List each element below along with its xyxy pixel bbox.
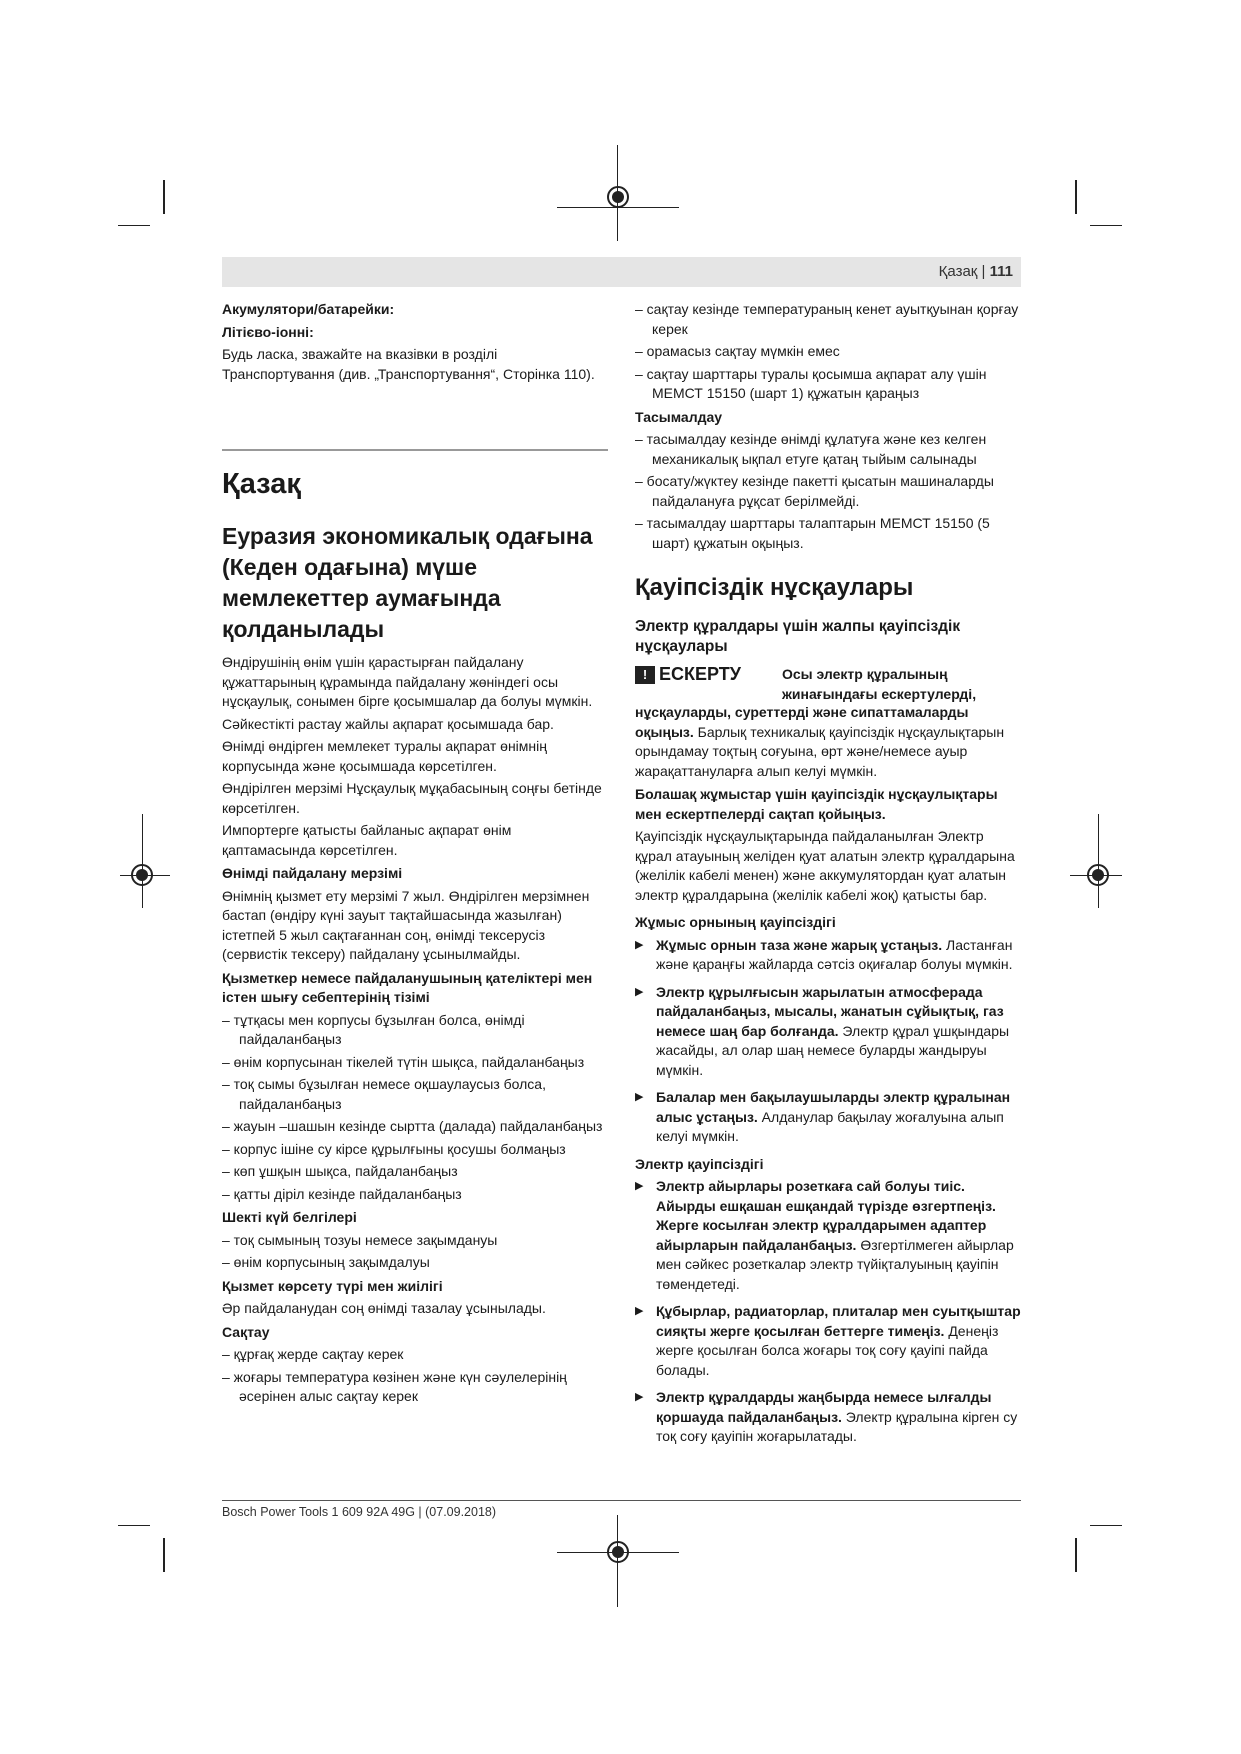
- list-item: – жауын –шашын кезінде сыртта (далада) пайдаланбаңыз: [222, 1118, 603, 1134]
- header-text: [939, 263, 1013, 280]
- list-item: – тұтқасы мен корпусы бұзылған болса, өнімді пайдаланбаңыз: [222, 1011, 525, 1047]
- general-safety-heading: Электр құралдары үшін жалпы қауіпсіздік нұсқаулары: [635, 618, 961, 655]
- warning-bold: нұсқауларды, суреттерді және сипаттамаларды оқыңыз.: [635, 704, 969, 740]
- list-item: – сақтау шарттары туралы қосымша ақпарат алу үшін МЕМСТ 15150 (шарт 1) құжатын қараңыз: [635, 365, 987, 401]
- bullet-bold: Жұмыс орнын таза және жарық ұстаңыз.: [656, 936, 943, 953]
- list-item: – қатты діріл кезінде пайдаланбаңыз: [222, 1185, 462, 1202]
- footer-text: Bosch Power Tools 1 609 92A 49G | (07.09.2018): [222, 1505, 497, 1519]
- bullet-bold: Құбырлар, радиаторлар, плиталар мен суытқыштар сияқты жерге қосылған беттерге тимеңіз.: [656, 1303, 1021, 1339]
- list-item: – тасымалдау шарттары талаптарын МЕМСТ 15150 (5 шарт) құжатын оқыңыз.: [635, 515, 990, 551]
- list-item: – сақтау кезінде температураның кенет ауытқуынан қорғау керек: [635, 301, 1019, 337]
- limit-heading: Шекті күй белгілері: [222, 1209, 357, 1225]
- footer-rule: [222, 1500, 1021, 1501]
- bullet-item: [635, 1177, 1021, 1294]
- list-item: – жоғары температура көзінен және күн сәулелерінің әсерінен алыс сақтау керек: [222, 1368, 567, 1404]
- list-item: – босату/жүктеу кезінде пакетті қысатын машиналарды пайдалануға рұқсат берілмейді.: [635, 473, 994, 509]
- bullet-bold: Электр құралдарды жаңбырда немесе ылғалды қоршауда пайдаланбаңыз.: [656, 1389, 992, 1425]
- eaeu-title: Еуразия экономикалық одағына (Кеден одағына) мүше мемлекеттер аумағында қолданылады: [222, 523, 593, 642]
- bullet-text: Электр құрал ұшқындары жасайды, ал олар шаң немесе буларды жандыруы мүмкін.: [656, 1022, 1010, 1078]
- bullet-text: Ластанған және қараңғы жайларда сәтсіз оқиғалар болуы мүмкін.: [656, 936, 1013, 972]
- crop-mark: [1075, 180, 1077, 214]
- life-text: Өнімнің қызмет ету мерзімі 7 жыл. Өндірілген мерзімнен бастап (өндіру күні зауыт тақтайшасында жазылған) істетпей 5 жыл сақтағаннан соң, өнімді тексерусіз (сервистік тексеру) пайдалану ұсынылмайды.: [222, 887, 590, 962]
- crop-mark: [163, 180, 165, 214]
- registration-mark-icon: [131, 864, 153, 886]
- warning-icon: !: [635, 666, 655, 684]
- list-item: – тоқ сымының тозуы немесе зақымдануы: [222, 1231, 498, 1248]
- warning-label: [635, 665, 741, 685]
- crop-mark: [118, 225, 150, 226]
- left-column: [222, 300, 608, 1410]
- bullet-item: [635, 983, 1021, 1081]
- keep-instructions: Болашақ жұмыстар үшін қауіпсіздік нұсқаулықтары мен ескертпелерді сақтап қойыңыз.: [635, 786, 998, 822]
- registration-line: [1098, 814, 1099, 908]
- warning-rest: Барлық техникалық қауіпсіздік нұсқаулықтарын орындамау тоқтың соғуына, өрт және/немесе ауыр жарақаттануларға алып келуі мүмкін.: [635, 723, 1005, 779]
- lithium-heading: Літієво-іонні:: [222, 323, 314, 340]
- crop-mark: [163, 1538, 165, 1572]
- list-item: – орамасыз сақтау мүмкін емес: [635, 343, 840, 359]
- bullet-item: [635, 1088, 1021, 1147]
- language-title: Қазақ: [222, 468, 301, 500]
- warning-label-text: ЕСКЕРТУ: [659, 664, 741, 684]
- crop-mark: [1090, 225, 1122, 226]
- intro-paragraph: Импортерге қатысты байланыс ақпарат өнім қаптамасында көрсетілген.: [222, 822, 512, 858]
- intro-paragraph: Өндірушінің өнім үшін қарастырған пайдалану құжаттарының құрамында пайдалану жөніндегі осы нұсқаулық, сонымен бірге қосымшалар да болуы мүмкін.: [222, 654, 593, 709]
- bullet-text: Алданулар бақылау жоғалуына алып келуі мүмкін.: [656, 1108, 1004, 1144]
- warning-lead: Осы электр құралының жинағындағы ескертулерді,: [782, 666, 977, 702]
- list-item: – тасымалдау кезінде өнімді құлатуға және кез келген механикалық ықпал етуге қатаң тыйым салынады: [635, 431, 987, 467]
- list-item: – корпус ішіне су кірсе құрылғыны қосушы болмаңыз: [222, 1140, 566, 1157]
- crop-mark: [1075, 1538, 1077, 1572]
- service-heading: Қызмет көрсету түрі мен жиілігі: [222, 1277, 443, 1294]
- list-item: – өнім корпусынан тікелей түтін шықса, пайдаланбаңыз: [222, 1053, 585, 1070]
- bullet-bold: Балалар мен бақылаушыларды электр құралынан алыс ұстаңыз.: [656, 1089, 1011, 1125]
- registration-mark-icon: [1087, 864, 1109, 886]
- electric-heading: Электр қауіпсіздігі: [635, 1155, 764, 1172]
- page-number: 111: [989, 263, 1013, 280]
- intro-paragraph: Өнімді өндірген мемлекет туралы ақпарат өнімнің корпусында және қосымшада көрсетілген.: [222, 738, 547, 774]
- bullet-item: [635, 1388, 1021, 1447]
- right-column: [635, 300, 1021, 1455]
- bullet-text: Денеңіз жерге қосылған болса жоғары тоқ соғу қауіпі пайда болады.: [656, 1322, 999, 1378]
- bullet-item: [635, 1302, 1021, 1380]
- list-item: – тоқ сымы бұзылған немесе оқшаулаусыз болса, пайдаланбаңыз: [222, 1076, 546, 1112]
- crop-mark: [118, 1525, 150, 1526]
- bullet-bold: Электр құрылғысын жарылатын атмосферада пайдаланбаңыз, мысалы, жанатын сұйықтық, газ немесе шаң бар болғанда.: [656, 983, 1004, 1039]
- intro-paragraph: Өндірілген мерзімі Нұсқаулық мұқабасының соңғы бетінде көрсетілген.: [222, 780, 602, 816]
- battery-heading: Акумулятори/батарейки:: [222, 301, 395, 317]
- workplace-heading: Жұмыс орнының қауіпсіздігі: [635, 914, 836, 930]
- tool-definition: Қауіпсіздік нұсқаулықтарында пайдаланылған Электр құрал атауының желіден қуат алатын электр құралдарына (желілік кабелі менен) және аккумулятордан қуат алатын электр құралдарына (желілік кабелі жоқ) қатысты бар.: [635, 828, 1015, 903]
- errors-heading: Қызметкер немесе пайдаланушының қателіктері мен істен шығу себептерінің тізімі: [222, 969, 593, 1005]
- crop-mark: [1090, 1525, 1122, 1526]
- section-divider: [222, 449, 608, 451]
- page-header: [222, 257, 1021, 287]
- safety-title: Қауіпсіздік нұсқаулары: [635, 574, 914, 601]
- header-separator: |: [981, 263, 986, 280]
- bullet-text: Өзгертілмеген айырлар мен сәйкес розеткалар электр түйіқталуының қауіпін төмендетеді.: [656, 1236, 1014, 1292]
- transport-note: Будь ласка, зважайте на вказівки в розділі Транспортування (див. „Транспортування“, Сторінка 110).: [222, 346, 595, 382]
- service-text: Әр пайдаланудан соң өнімді тазалау ұсынылады.: [222, 1300, 546, 1316]
- bullet-bold: Электр айырлары розеткаға сай болуы тиіс. Айырды ешқашан ешқандай түрізде өзгертпеңіз. Жерге косылған электр құралдарымен адаптер айырларын пайдаланбаңыз.: [656, 1178, 996, 1253]
- list-item: – өнім корпусының зақымдалуы: [222, 1254, 430, 1270]
- list-item: – көп ұшқын шықса, пайдаланбаңыз: [222, 1163, 458, 1179]
- storage-heading: Сақтау: [222, 1323, 270, 1340]
- bullet-item: [635, 936, 1021, 975]
- intro-paragraph: Сәйкестікті растау жайлы ақпарат қосымшада бар.: [222, 715, 554, 732]
- transport-heading: Тасымалдау: [635, 408, 723, 425]
- registration-mark-icon: [607, 1541, 629, 1563]
- header-section: Қазақ: [938, 263, 978, 280]
- life-heading: Өнімді пайдалану мерзімі: [222, 865, 403, 881]
- bullet-text: Электр құралына кірген су тоқ соғу қауіпін жоғарылатады.: [656, 1408, 1018, 1444]
- warning-text: [635, 703, 1021, 781]
- warning-block: [635, 665, 1021, 703]
- registration-mark-icon: [607, 186, 629, 208]
- list-item: – құрғақ жерде сақтау керек: [222, 1346, 404, 1362]
- registration-line: [142, 814, 143, 908]
